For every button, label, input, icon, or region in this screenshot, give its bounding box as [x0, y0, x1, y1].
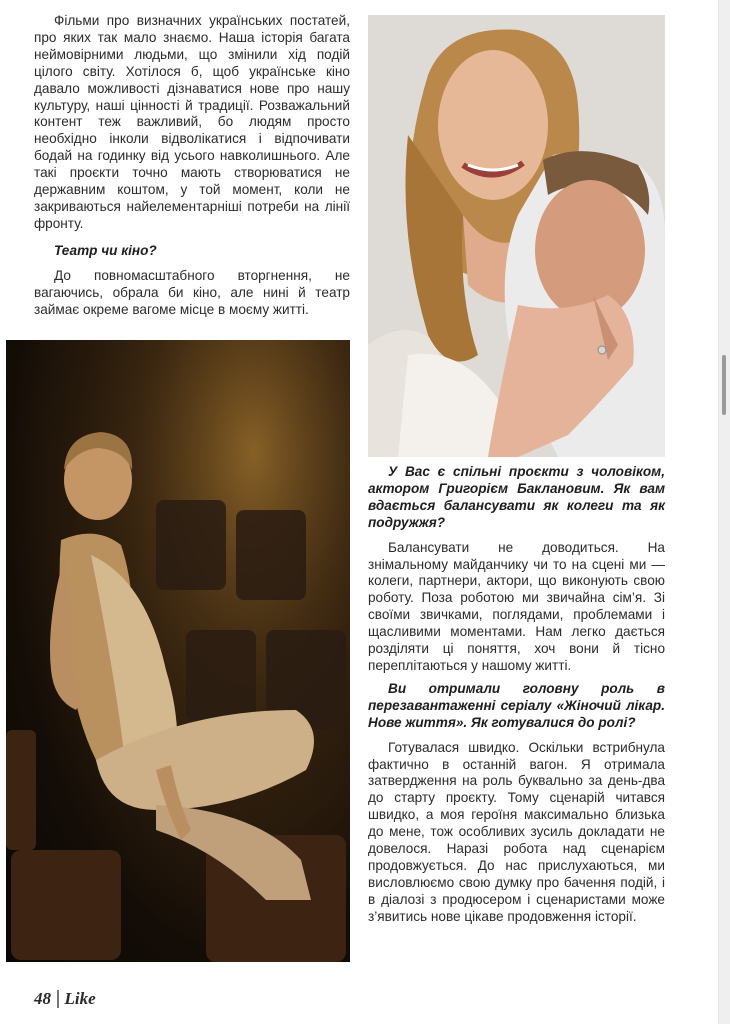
- interview-question: Театр чи кіно?: [54, 242, 157, 258]
- paragraph: До повномасштабного вторгнення, не вагаючись, обрала би кіно, але нині й театр займає окреме вагоме місце в моєму житті.: [34, 267, 350, 317]
- magazine-name: Like: [64, 989, 96, 1008]
- couple-photo: [368, 15, 665, 457]
- actress-portrait-photo: [6, 340, 350, 962]
- interview-question: У Вас є спільні проєкти з чоловіком, актором Григорієм Баклановим. Як вам вдається балансувати як колеги та як подружжя?: [368, 464, 665, 530]
- paragraph: Балансувати не доводиться. На знімальному майданчику чи то на сцені ми — колеги, партнери, актори, що виконують свою роботу. Поза роботою ми звичайна сім’я. Зі своїми звичками, поглядами, проблемами і щасливими моментами. Нам легко дається розділяти ці поняття, хоч вони й тісно переплітаються у нашому житті.: [368, 539, 665, 673]
- interview-question: Ви отримали головну роль в перезавантаженні серіалу «Жіночий лікар. Нове життя». Як готувалися до ролі?: [368, 680, 665, 730]
- scrollbar-thumb[interactable]: [722, 355, 726, 415]
- left-text-column: [34, 13, 350, 318]
- page-number: 48: [34, 989, 51, 1008]
- footer-divider: [57, 990, 59, 1008]
- paragraph: Готувалася швидко. Оскільки встрибнула фактично в останній вагон. Я отримала затвердження на роль буквально за день-два до старту проєкту. Тому сценарій читався швидко, а моя героїня максимально близька до мене, тож особливих зусиль докладати не довелося. Наразі робота над сценарієм продовжується. До нас прислухаються, ми висловлюємо свою думку про бачення подій, і в діалозі з продюсером і сценаристами може з’явитись нове цікаве продовження історії.: [368, 739, 665, 924]
- paragraph: Фільми про визначних українських постатей, про яких так мало знаємо. Наша історія багата неймовірними людьми, що змінили хід подій цілого світу. Хотілося б, щоб українське кіно давало можливості дізнаватися нове про нашу культуру, наші цінності й традиції. Розважальний контент теж важливий, бо людям просто необхідно інколи відволікатися і відпочивати бодай на годинку від усього навколишнього. Але такі проєкти точно мають створюватися не державним коштом, у той момент, коли не закриваються найелементарніші потреби на лінії фронту.: [34, 13, 350, 231]
- page-edge-strip: [718, 0, 730, 1024]
- right-text-column: [368, 464, 665, 926]
- page-footer: [34, 988, 96, 1010]
